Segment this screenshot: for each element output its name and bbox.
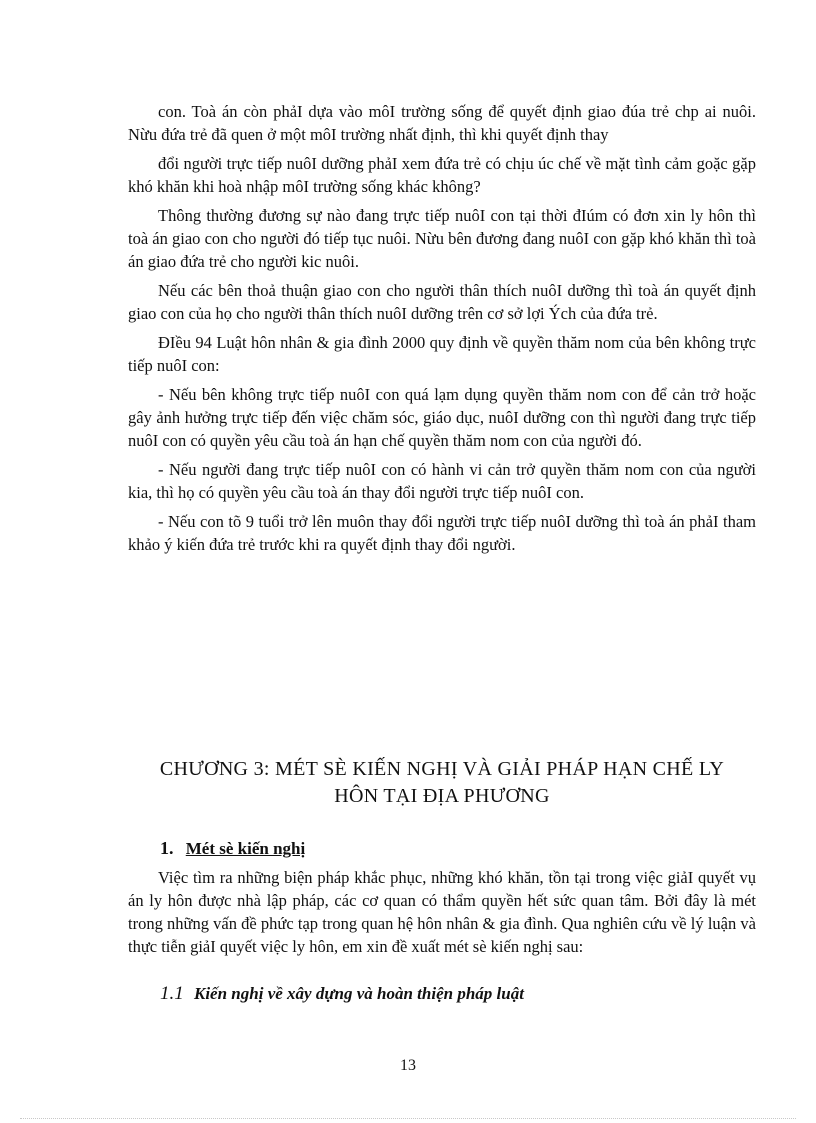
paragraph: Việc tìm ra những biện pháp khắc phục, những khó khăn, tồn tại trong việc giảI quyết vụ án ly hôn được nhà lập pháp, các cơ quan có thẩm quyền hết sức quan tâm. Bởi đây là mét trong những vấn đề phức tạp trong quan hệ hôn nhân & gia đình. Qua nghiên cứu về lý luận và thực tiễn giảI quyết việc ly hôn, em xin đề xuất mét sè kiến nghị sau:	[128, 868, 756, 956]
paragraph: ĐIều 94 Luật hôn nhân & gia đình 2000 quy định về quyền thăm nom của bên không trực tiếp nuôI con:	[128, 333, 756, 375]
paragraph: Thông thường đương sự nào đang trực tiếp nuôI con tại thời đIúm có đơn xin ly hôn thì toà án giao con cho người đó tiếp tục nuôi. Nừu bên đương đang nuôI con gặp khó khăn thì toà án giao đứa trẻ cho người kic nuôi.	[128, 206, 756, 271]
bullet-paragraph: - Nếu bên không trực tiếp nuôI con quá lạm dụng quyền thăm nom con để cản trở hoặc gây ảnh hưởng trực tiếp đến việc chăm sóc, giáo dục, nuôI dưỡng con thì người đang trực tiếp nuôI con có quyền yêu cầu toà án hạn chế quyền thăm nom con của người đó.	[128, 385, 756, 450]
subsection-heading	[160, 983, 524, 1005]
subsection-title: Kiến nghị về xây dựng và hoàn thiện pháp luật	[194, 984, 524, 1003]
section-number: 1.	[160, 838, 174, 858]
section-title: Mét sè kiến nghị	[185, 839, 306, 858]
chapter-heading-line-2: HÔN TẠI ĐỊA PHƯƠNG	[334, 785, 550, 807]
chapter-heading	[128, 756, 756, 810]
page-bottom-divider	[20, 1118, 796, 1119]
paragraph: Nếu các bên thoả thuận giao con cho người thân thích nuôI dưỡng thì toà án quyết định giao con của họ cho người thân thích nuôI dưỡng trên cơ sở lợi Ých của đứa trẻ.	[128, 281, 756, 323]
section-heading	[160, 838, 305, 859]
body-text	[128, 100, 756, 562]
section-body	[128, 866, 756, 958]
paragraph: đổi người trực tiếp nuôI dưỡng phảI xem đứa trẻ có chịu úc chế về mặt tình cảm goặc gặp khó khăn khi hoà nhập môI trường sống khác không?	[128, 154, 756, 196]
bullet-paragraph: - Nếu con tõ 9 tuổi trở lên muôn thay đổi người trực tiếp nuôI dưỡng thì toà án phảI tham khảo ý kiến đứa trẻ trước khi ra quyết định thay đổi người.	[128, 512, 756, 554]
page-number: 13	[400, 1057, 416, 1074]
bullet-paragraph: - Nếu người đang trực tiếp nuôI con có hành vi cản trở quyền thăm nom con của người kia, thì họ có quyền yêu cầu toà án thay đổi người trực tiếp nuôI con.	[128, 460, 756, 502]
chapter-heading-line-1: CHƯƠNG 3: MÉT SÈ KIẾN NGHỊ VÀ GIẢI PHÁP HẠN CHẾ LY	[159, 758, 725, 780]
paragraph: con. Toà án còn phảI dựa vào môI trường sống để quyết định giao đúa trẻ chp ai nuôi. Nừu đứa trẻ đã quen ở một môI trường nhất định, thì khi quyết định thay	[128, 102, 756, 144]
subsection-number: 1.1	[160, 983, 184, 1004]
